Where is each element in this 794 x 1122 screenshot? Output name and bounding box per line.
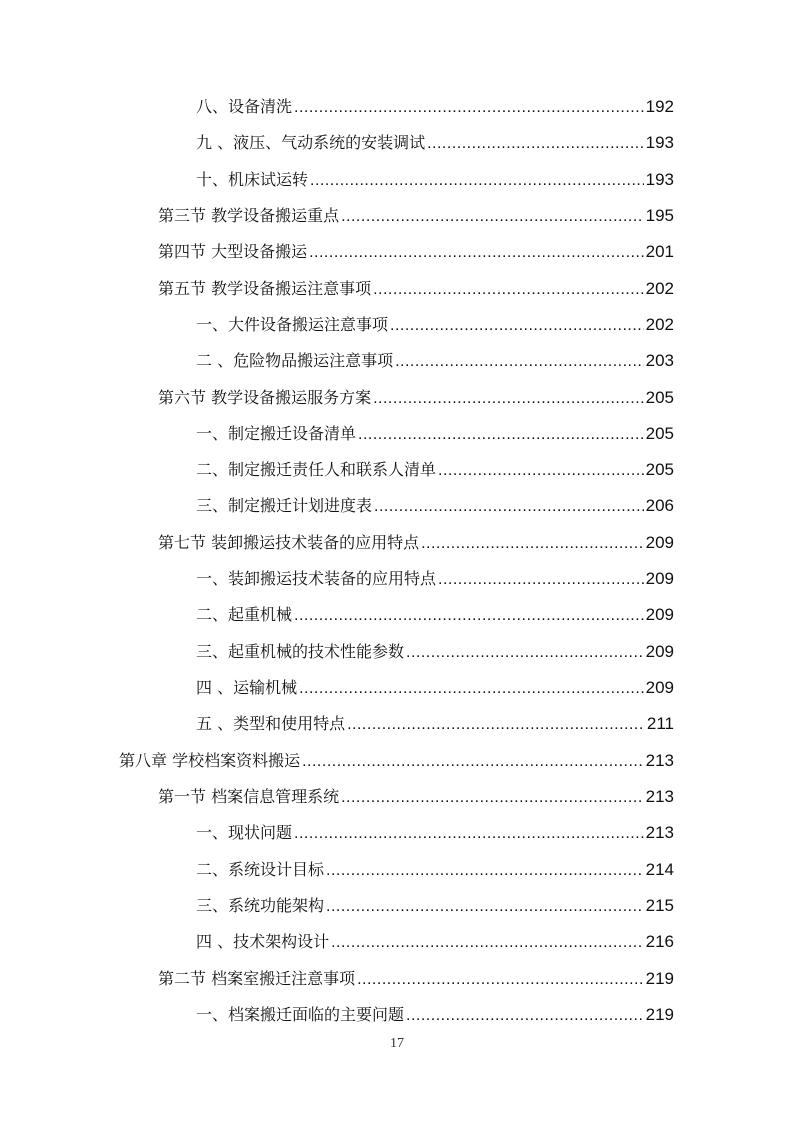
toc-entry-page: 201 [645, 242, 674, 261]
toc-entry-title: 二、制定搬迁责任人和联系人清单 [196, 460, 437, 479]
toc-entry[interactable] [196, 494, 674, 518]
toc-entry-page: 209 [645, 605, 674, 624]
dot-leader [438, 568, 644, 592]
toc-entry-title: 一、制定搬迁设备清单 [196, 424, 357, 443]
toc-entry-page: 193 [645, 133, 674, 152]
toc-entry-title: 三、系统功能架构 [196, 896, 325, 915]
dot-leader [427, 132, 644, 156]
toc-entry[interactable] [158, 531, 674, 555]
dot-leader [390, 314, 644, 338]
toc-entry[interactable] [158, 386, 674, 410]
toc-entry-page: 206 [645, 496, 674, 515]
toc-entry[interactable] [196, 168, 674, 192]
toc-entry[interactable] [196, 930, 674, 954]
toc-entry-title: 八、设备清洗 [196, 97, 293, 116]
toc-entry[interactable] [196, 422, 674, 446]
toc-entry[interactable] [196, 1003, 674, 1027]
toc-entry[interactable] [196, 712, 674, 736]
toc-entry-page: 195 [645, 206, 674, 225]
toc-entry-title: 一、装卸搬运技术装备的应用特点 [196, 569, 437, 588]
toc-entry-page: 213 [645, 787, 674, 806]
toc-entry[interactable] [196, 131, 674, 155]
toc-entry-page: 209 [645, 678, 674, 697]
toc-entry-page: 213 [645, 751, 674, 770]
toc-entry[interactable] [196, 458, 674, 482]
toc-entry[interactable] [158, 277, 674, 301]
dot-leader [421, 532, 644, 556]
toc-entry-page: 219 [645, 1005, 674, 1024]
toc-entry[interactable] [196, 95, 674, 119]
toc-entry-title: 五 、类型和使用特点 [196, 714, 346, 733]
toc-entry-title: 第一节 档案信息管理系统 [158, 787, 340, 806]
toc-entry-page: 205 [645, 460, 674, 479]
dot-leader [406, 641, 644, 665]
dot-leader [438, 459, 644, 483]
toc-entry-title: 四 、技术架构设计 [196, 932, 330, 951]
toc-entry[interactable] [196, 821, 674, 845]
toc-entry-page: 205 [645, 424, 674, 443]
toc-entry-page: 209 [645, 642, 674, 661]
toc-entry-page: 205 [645, 388, 674, 407]
dot-leader [373, 278, 644, 302]
dot-leader [341, 786, 644, 810]
toc-entry-title: 第四节 大型设备搬运 [158, 242, 308, 261]
toc-entry[interactable] [196, 603, 674, 627]
toc-entry[interactable] [158, 967, 674, 991]
dot-leader [358, 423, 644, 447]
toc-entry-title: 三、起重机械的技术性能参数 [196, 642, 405, 661]
toc-entry[interactable] [196, 676, 674, 700]
toc-entry-page: 214 [645, 860, 674, 879]
toc-entry-title: 二 、危险物品搬运注意事项 [196, 351, 394, 370]
toc-entry-title: 一、大件设备搬运注意事项 [196, 315, 389, 334]
dot-leader [309, 241, 644, 265]
toc-entry-title: 第三节 教学设备搬运重点 [158, 206, 340, 225]
toc-entry-title: 三、制定搬迁计划进度表 [196, 496, 373, 515]
toc-entry-page: 202 [645, 315, 674, 334]
dot-leader [374, 495, 644, 519]
toc-entry-title: 第五节 教学设备搬运注意事项 [158, 279, 372, 298]
toc-entry-page: 193 [645, 170, 674, 189]
toc-entry[interactable] [196, 313, 674, 337]
toc-entry-page: 216 [645, 932, 674, 951]
toc-entry-page: 215 [645, 896, 674, 915]
toc-entry-title: 二、起重机械 [196, 605, 293, 624]
dot-leader [331, 931, 644, 955]
toc-entry[interactable] [158, 240, 674, 264]
dot-leader [294, 604, 644, 628]
toc-entry-title: 四 、运输机械 [196, 678, 298, 697]
dot-leader [294, 96, 644, 120]
toc-entry-title: 十、机床试运转 [196, 170, 309, 189]
toc-entry-title: 一、现状问题 [196, 823, 293, 842]
dot-leader [406, 1004, 644, 1028]
toc-entry[interactable] [158, 204, 674, 228]
toc-entry-page: 219 [645, 969, 674, 988]
toc-entry-page: 192 [645, 97, 674, 116]
toc-entry-page: 202 [645, 279, 674, 298]
dot-leader [347, 713, 645, 737]
dot-leader [310, 169, 644, 193]
toc-entry[interactable] [196, 349, 674, 373]
toc-entry[interactable] [196, 567, 674, 591]
dot-leader [294, 822, 644, 846]
toc-entry-title: 二、系统设计目标 [196, 860, 325, 879]
dot-leader [373, 387, 644, 411]
dot-leader [341, 205, 644, 229]
dot-leader [357, 968, 644, 992]
toc-entry[interactable] [196, 640, 674, 664]
dot-leader [299, 677, 644, 701]
toc-entry[interactable] [158, 785, 674, 809]
toc-entry-page: 209 [645, 533, 674, 552]
toc-entry-page: 211 [646, 714, 674, 733]
toc-entry-title: 一、档案搬迁面临的主要问题 [196, 1005, 405, 1024]
dot-leader [302, 750, 644, 774]
toc-entry-page: 209 [645, 569, 674, 588]
toc-entry[interactable] [196, 894, 674, 918]
toc-entry[interactable] [196, 858, 674, 882]
toc-entry-title: 第八章 学校档案资料搬运 [119, 751, 301, 770]
toc-entry-chapter[interactable] [119, 749, 674, 773]
dot-leader [326, 895, 644, 919]
dot-leader [395, 350, 644, 374]
dot-leader [326, 859, 644, 883]
toc-entry-title: 第二节 档案室搬迁注意事项 [158, 969, 356, 988]
page-number: 17 [390, 1036, 404, 1051]
toc-entry-title: 第六节 教学设备搬运服务方案 [158, 388, 372, 407]
toc-entry-title: 第七节 装卸搬运技术装备的应用特点 [158, 533, 420, 552]
toc-entry-page: 213 [645, 823, 674, 842]
toc-entry-title: 九 、液压、气动系统的安装调试 [196, 133, 426, 152]
toc-entry-page: 203 [645, 351, 674, 370]
